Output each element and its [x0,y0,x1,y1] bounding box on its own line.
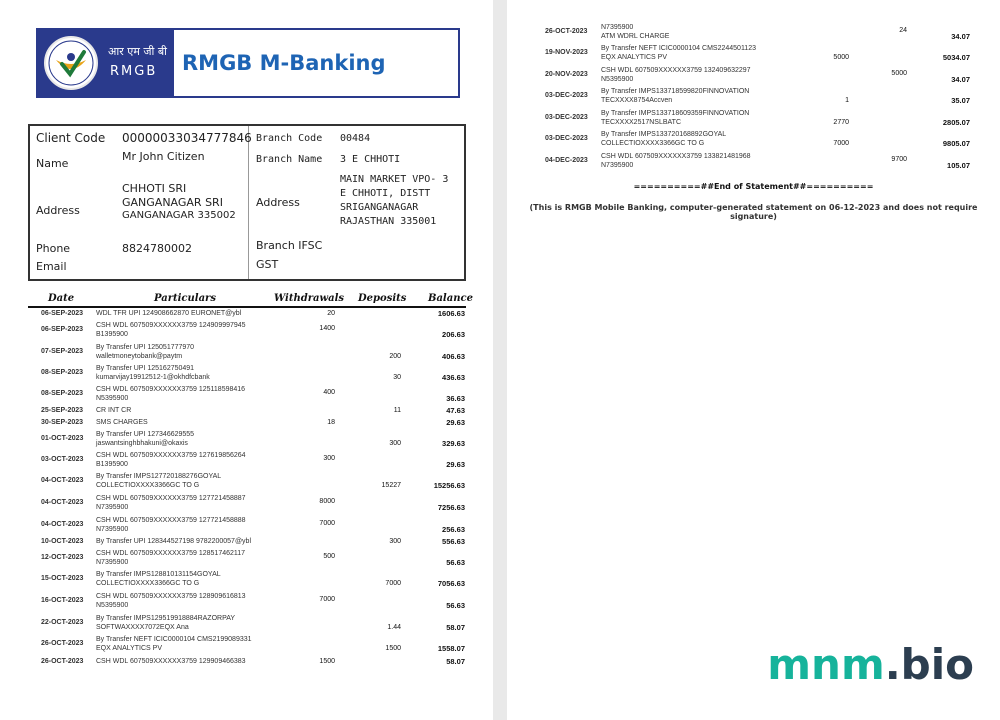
row-balance: 29.63 [446,418,465,427]
row-particulars: COLLECTIOXXXX3366GC TO G [96,482,200,489]
table-row [0,321,493,341]
row-withdrawal: 1500 [319,658,335,665]
row-particulars: N5395900 [96,602,129,609]
row-particulars: N5395900 [96,395,129,402]
row-date: 06-SEP-2023 [41,326,84,333]
phone-label: Phone [36,242,71,255]
branch-address-line-2: E CHHOTI, DISTT [340,188,431,199]
statement-page-2 [507,0,1000,720]
row-date: 08-SEP-2023 [41,369,84,376]
table-row [0,343,493,363]
row-deposit: 30 [393,374,401,381]
rmgb-emblem-icon [44,36,98,90]
row-deposit: 15227 [381,482,401,489]
logo-panel [38,30,174,96]
table-row [0,494,493,514]
row-deposit: 11 [393,407,401,414]
row-particulars: By Transfer UPI 125162750491 [96,365,195,372]
ifsc-label: Branch IFSC [256,239,323,252]
row-particulars: B1395900 [96,461,128,468]
row-particulars: CSH WDL 607509XXXXXX3759 127721458888 [96,517,246,524]
row-particulars: kumarvijay19912512-1@okhdfcbank [96,374,210,381]
email-label: Email [36,260,67,273]
row-deposit: 5000 [833,54,849,61]
row-balance: 5034.07 [942,53,970,62]
branch-address-label: Address [256,196,300,209]
row-date: 26-OCT-2023 [545,28,588,35]
row-balance: 35.07 [951,96,970,105]
row-withdrawal: 9700 [891,156,907,163]
row-balance: 1558.07 [437,644,465,653]
row-balance: 34.07 [951,75,970,84]
row-date: 07-SEP-2023 [41,348,84,355]
row-particulars: TECXXXX2517NSLBATC [601,119,682,126]
row-particulars: N7395900 [601,24,634,31]
row-particulars: By Transfer IMPS133718609359FINNOVATION [601,110,750,117]
row-particulars: COLLECTIOXXXX3366GC TO G [96,580,200,587]
row-balance: 329.63 [442,439,465,448]
row-date: 30-SEP-2023 [41,419,84,426]
table-row [507,23,1000,43]
row-particulars: CR INT CR [96,407,132,414]
table-row [507,87,1000,107]
table-row [0,516,493,536]
row-particulars: B1395900 [96,331,128,338]
bank-banner [36,28,460,98]
row-balance: 58.07 [446,657,465,666]
row-balance: 556.63 [442,537,465,546]
branch-name-label: Branch Name [256,154,323,165]
row-particulars: CSH WDL 607509XXXXXX3759 127721458887 [96,495,246,502]
row-deposit: 1.44 [387,624,401,631]
row-particulars: By Transfer IMPS129519918884RAZORPAY [96,615,236,622]
branch-code-value: 00484 [340,133,371,144]
row-date: 04-OCT-2023 [41,499,84,506]
row-balance: 406.63 [442,352,465,361]
row-particulars: CSH WDL 607509XXXXXX3759 125118598416 [96,386,246,393]
row-particulars: EQX ANALYTICS PV [601,54,668,61]
watermark [767,640,974,689]
row-balance: 34.07 [951,32,970,41]
branch-address-line-4: RAJASTHAN 335001 [340,216,437,227]
row-particulars: CSH WDL 607509XXXXXX3759 124909997945 [96,322,246,329]
header-rule [28,306,466,308]
row-date: 03-DEC-2023 [545,135,588,142]
table-row [0,430,493,450]
address-line-3: GANGANAGAR 335002 [122,210,236,221]
row-date: 04-OCT-2023 [41,477,84,484]
row-withdrawal: 8000 [319,498,335,505]
table-row [0,451,493,471]
row-particulars: By Transfer IMPS133718599820FINNOVATION [601,88,750,95]
row-balance: 2805.07 [942,118,970,127]
row-date: 08-SEP-2023 [41,390,84,397]
row-balance: 1606.63 [437,309,465,318]
table-row [507,44,1000,64]
row-balance: 36.63 [446,394,465,403]
row-withdrawal: 18 [327,419,335,426]
row-date: 01-OCT-2023 [41,435,84,442]
table-row [0,592,493,612]
row-particulars: TECXXXX8754Accven [601,97,673,104]
name-value: Mr John Citizen [122,150,205,163]
address-label: Address [36,204,80,217]
row-balance: 7056.63 [437,579,465,588]
row-particulars: ATM WDRL CHARGE [601,33,670,40]
row-particulars: By Transfer NEFT ICIC0000104 CMS2199089331 [96,636,252,643]
row-date: 03-OCT-2023 [41,456,84,463]
row-deposit: 2770 [833,119,849,126]
row-particulars: CSH WDL 607509XXXXXX3759 133821481968 [601,153,751,160]
row-balance: 29.63 [446,460,465,469]
row-particulars: N5395900 [601,76,634,83]
client-code-label: Client Code [36,131,106,145]
row-particulars: By Transfer IMPS133720168892GOYAL [601,131,727,138]
row-balance: 56.63 [446,558,465,567]
row-particulars: N7395900 [601,162,634,169]
row-balance: 58.07 [446,623,465,632]
col-header-balance: Balance [428,293,473,304]
row-balance: 206.63 [442,330,465,339]
row-withdrawal: 7000 [319,520,335,527]
row-deposit: 1500 [385,645,401,652]
row-balance: 15256.63 [433,481,465,490]
address-line-2: GANGANAGAR SRI [122,196,223,209]
row-date: 10-OCT-2023 [41,538,84,545]
row-withdrawal: 500 [323,553,335,560]
branch-address-line-3: SRIGANGANAGAR [340,202,419,213]
row-date: 15-OCT-2023 [41,575,84,582]
row-withdrawal: 7000 [319,596,335,603]
row-date: 04-DEC-2023 [545,157,588,164]
row-particulars: jaswantsinghbhakuni@okaxis [96,440,188,447]
row-date: 12-OCT-2023 [41,554,84,561]
row-date: 26-OCT-2023 [41,640,84,647]
table-row [0,364,493,384]
row-particulars: CSH WDL 607509XXXXXX3759 129909466383 [96,658,246,665]
watermark-part-b: .bio [884,640,974,689]
table-row [507,109,1000,129]
row-particulars: N7395900 [96,504,129,511]
row-particulars: CSH WDL 607509XXXXXX3759 128909616813 [96,593,246,600]
row-particulars: N7395900 [96,559,129,566]
table-row [507,66,1000,86]
row-date: 06-SEP-2023 [41,310,84,317]
end-of-statement: ==========##End of Statement##========== [633,182,874,191]
row-particulars: By Transfer UPI 127346629555 [96,431,195,438]
row-deposit: 7000 [833,140,849,147]
row-balance: 256.63 [442,525,465,534]
table-row [0,635,493,655]
row-date: 20-NOV-2023 [545,71,588,78]
phone-value: 8824780002 [122,242,192,255]
row-deposit: 300 [389,440,401,447]
client-code-value: 00000033034777846 [122,131,252,145]
row-particulars: CSH WDL 607509XXXXXX3759 128517462117 [96,550,246,557]
table-row [507,130,1000,150]
row-balance: 105.07 [947,161,970,170]
row-particulars: By Transfer UPI 128344527198 9782200057@ybl [96,538,251,545]
row-balance: 436.63 [442,373,465,382]
table-row [507,152,1000,172]
row-deposit: 1 [845,97,849,104]
row-date: 22-OCT-2023 [41,619,84,626]
statement-note: (This is RMGB Mobile Banking, computer-generated statement on 06-12-2023 and does not require signature) [529,203,978,221]
table-row [0,570,493,590]
row-date: 04-OCT-2023 [41,521,84,528]
statement-page-1 [0,0,493,720]
col-header-withdrawals: Withdrawals [274,293,344,304]
row-particulars: By Transfer NEFT ICIC0000104 CMS2244501123 [601,45,756,52]
col-header-date: Date [48,293,75,304]
row-particulars: EQX ANALYTICS PV [96,645,163,652]
row-date: 26-OCT-2023 [41,658,84,665]
row-balance: 47.63 [446,406,465,415]
branch-code-label: Branch Code [256,133,323,144]
row-withdrawal: 400 [323,389,335,396]
row-deposit: 300 [389,538,401,545]
col-header-particulars: Particulars [154,293,216,304]
table-row [0,385,493,405]
table-row [0,472,493,492]
row-deposit: 7000 [385,580,401,587]
bank-title: RMGB M-Banking [182,51,386,75]
row-withdrawal: 24 [899,27,907,34]
address-line-1: CHHOTI SRI [122,182,187,195]
row-particulars: COLLECTIOXXXX3366GC TO G [601,140,705,147]
col-header-deposits: Deposits [358,293,407,304]
row-particulars: By Transfer IMPS128810131154GOYAL [96,571,221,578]
table-row [0,657,493,677]
row-particulars: SOFTWAXXXX7072EQX Ana [96,624,189,631]
row-particulars: WDL TFR UPI 124908662870 EURONET@ybl [96,310,242,317]
row-particulars: By Transfer UPI 125051777970 [96,344,195,351]
row-particulars: CSH WDL 607509XXXXXX3759 127619856264 [96,452,246,459]
customer-info-box [28,124,466,281]
row-particulars: SMS CHARGES [96,419,148,426]
row-balance: 9805.07 [942,139,970,148]
row-particulars: N7395900 [96,526,129,533]
row-withdrawal: 20 [327,310,335,317]
branch-name-value: 3 E CHHOTI [340,154,401,165]
row-particulars: By Transfer IMPS127720188276GOYAL [96,473,222,480]
row-withdrawal: 5000 [891,70,907,77]
row-date: 19-NOV-2023 [545,49,588,56]
row-date: 16-OCT-2023 [41,597,84,604]
row-balance: 56.63 [446,601,465,610]
branch-address-line-1: MAIN MARKET VPO- 3 [340,174,449,185]
row-withdrawal: 1400 [319,325,335,332]
logo-hindi-text: आर एम जी बी [108,45,168,58]
name-label: Name [36,157,69,170]
gst-label: GST [256,258,279,271]
table-row [0,614,493,634]
logo-abbr-text: RMGB [110,64,158,79]
row-deposit: 200 [389,353,401,360]
watermark-part-a: mnm [767,640,885,689]
row-withdrawal: 300 [323,455,335,462]
row-date: 03-DEC-2023 [545,92,588,99]
row-particulars: CSH WDL 607509XXXXXX3759 132409632297 [601,67,751,74]
row-particulars: walletmoneytobank@paytm [96,353,183,360]
row-balance: 7256.63 [437,503,465,512]
row-date: 25-SEP-2023 [41,407,84,414]
row-date: 03-DEC-2023 [545,114,588,121]
table-row [0,549,493,569]
info-divider [248,126,249,279]
